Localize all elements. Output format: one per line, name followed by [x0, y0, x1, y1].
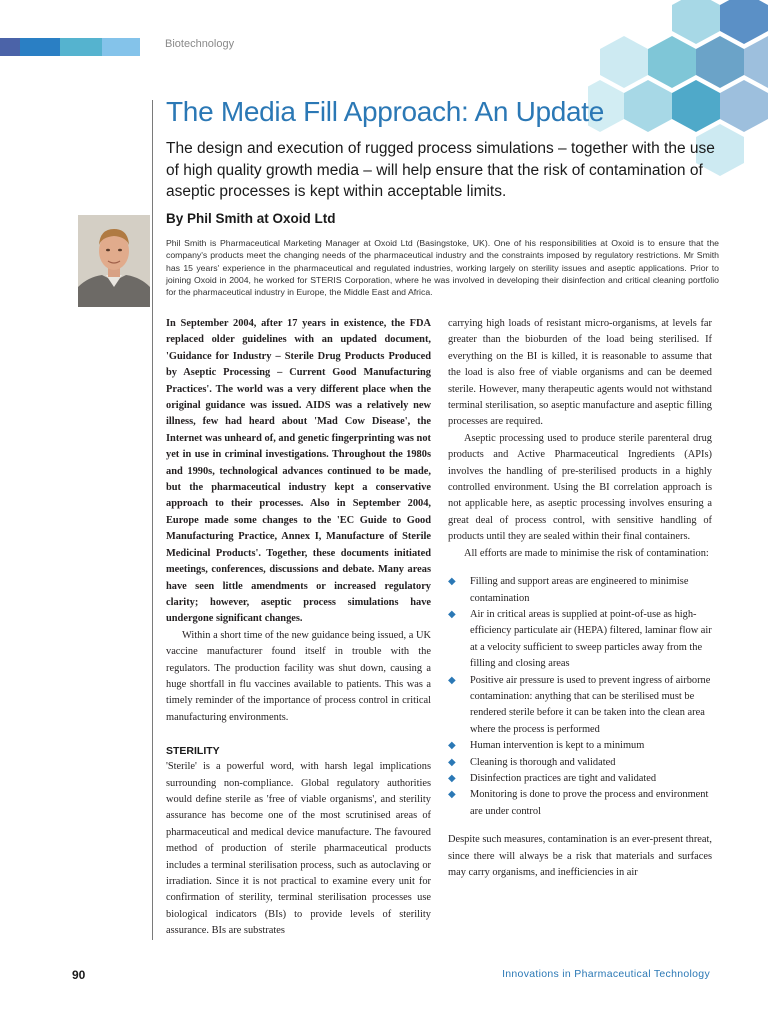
article-byline: By Phil Smith at Oxoid Ltd [166, 211, 336, 226]
article-title: The Media Fill Approach: An Update [166, 96, 605, 127]
publication-name: Innovations in Pharmaceutical Technology [502, 968, 710, 980]
body-paragraph: Within a short time of the new guidance being issued, a UK vaccine manufacturer found itself in trouble with the regulators. The production facility was shut down, causing a huge shortfall in flu vaccines available to patients. This was a timely reminder of the importance of process control in critical manufacturing environments. [166, 629, 431, 723]
body-paragraph: carrying high loads of resistant micro-organisms, at levels far greater than the bioburden of the load being sterilised. If everything on the BI is killed, it is reasonable to assume that the load is also free of viable organisms and can be deemed sterile. However, many therapeutic agents would not withstand terminal sterilisation, so aseptic manufacture and aseptic filling processes are required. [448, 318, 712, 428]
diamond-bullet-icon: ◆ [448, 674, 456, 686]
page-number: 90 [72, 968, 86, 982]
subhead-sterility: STERILITY [166, 745, 220, 758]
list-item [448, 755, 712, 771]
body-paragraph: Aseptic processing used to produce sterile parenteral drug products and Active Pharmaceutical Ingredients (APIs) involves the handling of pre-sterilised products in a highly controlled environment. Using the BI correlation approach is not applicable here, as aseptic processing involves ensuring a great deal of process control, with sensitive handling of products until they are sealed within their final containers. [448, 432, 712, 543]
body-paragraph: All efforts are made to minimise the risk of contamination: [464, 547, 709, 559]
lead-paragraph: In September 2004, after 17 years in existence, the FDA replaced older guidelines with an updated document, 'Guidance for Industry – Sterile Drug Products Produced by Aseptic Processing – Current Good Manufacturing Practices'. The world was a very different place when the original guidance was issued. AIDS was a relatively new illness, few had heard about 'Mad Cow Disease', the Internet was unheard of, and genetic fingerprinting was not yet in use in criminal investigations. Throughout the 1980s and 1990s, technological advances continued to be made, but the pharmaceutical industry kept a conservative approach to their processes. Also in September 2004, Europe made some changes to the 'EC Guide to Good Manufacturing Practice, Annex I, Manufacture of Sterile Medicinal Products'. Together, these documents initiated meetings, conferences, discussions and debate. Many areas have seen little amendments or increased regulatory clarity; however, aseptic process simulations have undergone significant changes. [166, 318, 431, 625]
diamond-bullet-icon: ◆ [448, 740, 456, 752]
body-paragraph: Despite such measures, contamination is an ever-present threat, since there will always be a risk that materials and surfaces may carry organisms, and inefficiencies in air [448, 834, 712, 878]
contamination-measures-list [448, 574, 712, 820]
left-column [166, 316, 431, 940]
article-standfirst: The design and execution of rugged process simulations – together with the use of high quality growth media – will help ensure that the risk of contamination of aseptic processes is kept within acceptable limits. [166, 140, 715, 200]
diamond-bullet-icon: ◆ [448, 608, 456, 620]
list-item [448, 787, 712, 820]
list-item-text: Monitoring is done to prove the process and environment are under control [470, 789, 709, 817]
diamond-bullet-icon: ◆ [448, 756, 456, 768]
list-item-text: Human intervention is kept to a minimum [470, 740, 645, 752]
section-label: Biotechnology [165, 38, 235, 50]
hexagon-shape [672, 0, 720, 44]
diamond-bullet-icon: ◆ [448, 789, 456, 801]
hexagon-shape [696, 36, 744, 88]
vertical-rule [152, 100, 153, 940]
list-item [448, 673, 712, 739]
header-color-bar-3 [60, 38, 102, 56]
author-photo [78, 215, 150, 307]
list-item [448, 574, 712, 607]
list-item-text: Cleaning is thorough and validated [470, 756, 616, 768]
header-color-bar-1 [0, 38, 20, 56]
author-bio: Phil Smith is Pharmaceutical Marketing Manager at Oxoid Ltd (Basingstoke, UK). One of his responsibilities at Oxoid is to ensure that the company's products meet the changing needs of the pharmaceutical industry and the constraints imposed by regulatory restrictions. Mr Smith has 15 years' experience in the pharmaceutical and regulated industries, working largely on sterility issues and aseptic applications. Prior to joining Oxoid in 2004, he worked for STERIS Corporation, where he was involved in developing their disinfection and critical cleaning portfolio for the pharmaceutical industry in Europe, the Middle East and Africa. [166, 238, 719, 298]
list-item-text: Positive air pressure is used to prevent ingress of airborne contamination: anything that can be sterilised must be rendered sterile before it can be taken into the clean area where the process is performed [470, 674, 711, 735]
list-item [448, 771, 712, 787]
diamond-bullet-icon: ◆ [448, 576, 456, 588]
hexagon-shape [720, 0, 768, 44]
hexagon-shape [720, 80, 768, 132]
header-color-bar-4 [102, 38, 140, 56]
right-column [448, 316, 712, 881]
list-item [448, 607, 712, 673]
hexagon-shape [624, 80, 672, 132]
list-item-text: Disinfection practices are tight and validated [470, 772, 657, 784]
hexagon-shape [672, 80, 720, 132]
hexagon-shape [648, 36, 696, 88]
hexagon-shape [744, 36, 768, 88]
hexagon-shape [600, 36, 648, 88]
list-item-text: Filling and support areas are engineered to minimise contamination [470, 576, 689, 604]
list-item-text: Air in critical areas is supplied at point-of-use as high-efficiency particulate air (HEPA) filtered, laminar flow air at a velocity sufficient to sweep particles away from the filling and closing areas [470, 608, 712, 670]
list-item [448, 738, 712, 754]
header-color-bar-2 [20, 38, 60, 56]
body-paragraph: 'Sterile' is a powerful word, with harsh legal implications surrounding non-compliance. Global regulatory authorities would define sterile as 'free of viable organisms', and sterility assurance has become one of the most scrutinised areas of pharmaceutical and medical device manufacture. The favoured method of production of sterile pharmaceutical products includes a terminal sterilisation process, such as autoclaving or irradiation. Since it is not practical to examine every unit for confirmation of sterility, terminal sterilisation processes use biological indicators (BIs) to provide levels of sterility assurance. BIs are substrates [166, 761, 431, 937]
diamond-bullet-icon: ◆ [448, 772, 456, 784]
